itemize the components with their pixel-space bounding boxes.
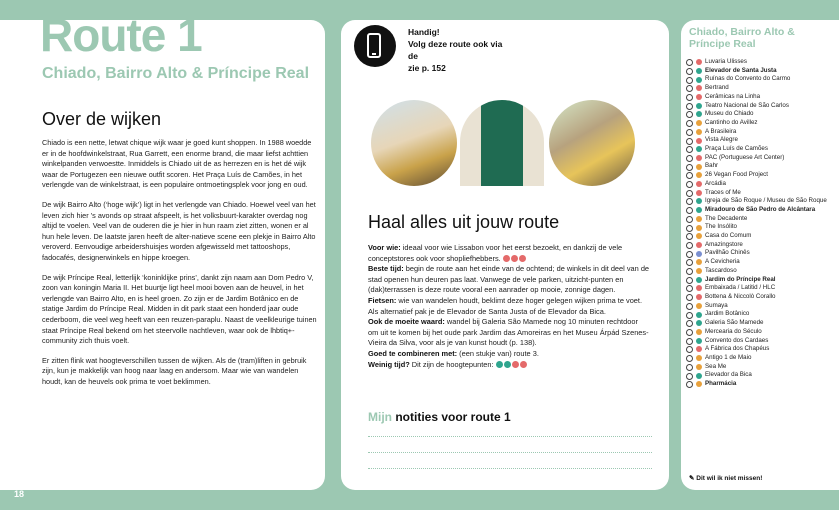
cafe-photo — [549, 100, 635, 186]
shop-marker-icon — [696, 181, 702, 187]
checkbox-icon[interactable] — [686, 373, 693, 380]
checklist-item[interactable] — [686, 284, 836, 293]
route-subtitle: Chiado, Bairro Alto & Príncipe Real — [42, 65, 310, 82]
route-title: Route 1 — [40, 9, 202, 61]
notes-line[interactable] — [368, 452, 652, 453]
checklist-item[interactable] — [686, 302, 836, 311]
food-marker-icon — [696, 364, 702, 370]
sight-icon — [504, 361, 511, 368]
place-name: Casa do Comum — [705, 232, 752, 240]
place-name: The Decadente — [705, 214, 748, 222]
food-marker-icon — [696, 216, 702, 222]
place-name: Cantinho do Avillez — [705, 118, 758, 126]
place-name: PAC (Portuguese Art Center) — [705, 153, 785, 161]
see-marker-icon — [696, 68, 702, 74]
checklist-item[interactable] — [686, 223, 836, 232]
food-marker-icon — [696, 329, 702, 335]
checklist-item[interactable] — [686, 337, 836, 346]
see-marker-icon — [696, 111, 702, 117]
checkbox-icon[interactable] — [686, 303, 693, 310]
place-name: Elevador de Santa Justa — [705, 66, 777, 74]
checklist-item[interactable] — [686, 136, 836, 145]
food-marker-icon — [696, 303, 702, 309]
place-name: Vista Alegre — [705, 136, 738, 144]
place-name: Amazingstore — [705, 240, 743, 248]
paragraph: Chiado is een nette, letwat chique wijk waar je goed kunt shoppen. In 1988 woedde er in de hoofdwinkelstraat, Rua Garrett, een enorme brand, die maar liefst achttien winkelpanden verwoestte. Inmiddels is Chiado uit de as herrezen en is het dé wijk waar de Portugezen een nieuwe outfit scoren. Het Praça Luís de Camões, in het verlengde van de winkelstraat, is een populaire ontmoetingsplek voor jong en oud. — [42, 138, 312, 190]
checklist-item[interactable] — [686, 197, 836, 206]
see-marker-icon — [696, 373, 702, 379]
checklist-item[interactable] — [686, 215, 836, 224]
place-name: Bottena & Niccolò Corallo — [705, 292, 776, 300]
route-tips-heading: Haal alles uit jouw route — [368, 212, 560, 232]
checklist-item[interactable] — [686, 380, 836, 389]
place-name: Cerâmicas na Linha — [705, 92, 761, 100]
food-marker-icon — [696, 355, 702, 361]
checkbox-icon[interactable] — [686, 59, 693, 66]
place-name: Elevador da Bica — [705, 371, 752, 379]
shop-marker-icon — [696, 155, 702, 161]
tip-item: Beste tijd: begin de route aan het einde van de ochtend; de winkels in dit deel van de stad openen hun deuren pas laat. Vanwege de vele parken, uitzicht-punten en (dak)terrassen is deze route vooral een aanrader op mooie, zonnige dagen. — [368, 264, 650, 295]
place-name: Teatro Nacional de São Carlos — [705, 101, 789, 109]
checkbox-icon[interactable] — [686, 207, 693, 214]
door-photo — [460, 100, 544, 188]
shop-icon — [519, 255, 526, 262]
tip-item: Weinig tijd? Dit zijn de hoogtepunten: — [368, 360, 650, 371]
place-name: 26 Vegan Food Project — [705, 171, 768, 179]
tram-photo — [371, 100, 457, 186]
shop-marker-icon — [696, 285, 702, 291]
tip-app-line — [408, 50, 538, 62]
checkbox-icon[interactable] — [686, 85, 693, 92]
food-marker-icon — [696, 268, 702, 274]
place-name: Tascardoso — [705, 266, 737, 274]
checklist-item[interactable] — [686, 241, 836, 250]
tip-item: Goed te combineren met: (een stukje van) route 3. — [368, 348, 539, 358]
notes-heading — [368, 410, 511, 424]
shop-marker-icon — [696, 346, 702, 352]
place-name: A Cevicheria — [705, 258, 740, 266]
checklist-item[interactable] — [686, 145, 836, 154]
place-name: Museu do Chiado — [705, 110, 754, 118]
place-name: Pavilhão Chinês — [705, 249, 750, 257]
place-name: A Fábrica dos Chapéus — [705, 345, 770, 353]
checkbox-icon[interactable] — [686, 103, 693, 110]
checklist-item[interactable] — [686, 102, 836, 111]
checklist-title: Chiado, Bairro Alto & Príncipe Real — [689, 26, 795, 50]
checkbox-icon[interactable] — [686, 164, 693, 171]
checkbox-icon[interactable] — [686, 155, 693, 162]
place-name: Mercearia do Século — [705, 327, 762, 335]
checkbox-icon[interactable] — [686, 172, 693, 179]
checkbox-icon[interactable] — [686, 320, 693, 327]
place-name: Traces of Me — [705, 188, 741, 196]
checklist-item[interactable] — [686, 232, 836, 241]
checkbox-icon[interactable] — [686, 268, 693, 275]
phone-icon — [354, 25, 396, 67]
checklist-item[interactable] — [686, 119, 836, 128]
checklist-item[interactable] — [686, 249, 836, 258]
place-name: Antigo 1 de Maio — [705, 353, 752, 361]
see-marker-icon — [696, 312, 702, 318]
checkbox-icon[interactable] — [686, 277, 693, 284]
checklist-item[interactable] — [686, 363, 836, 372]
place-name: Convento dos Cardaes — [705, 336, 769, 344]
place-name: Galeria São Mamede — [705, 319, 764, 327]
sight-icon — [496, 361, 503, 368]
checkbox-icon[interactable] — [686, 198, 693, 205]
checkbox-icon[interactable] — [686, 338, 693, 345]
checkbox-icon[interactable] — [686, 294, 693, 301]
checklist-item[interactable] — [686, 84, 836, 93]
see-marker-icon — [696, 207, 702, 213]
about-text — [42, 138, 318, 396]
food-marker-icon — [696, 381, 702, 387]
notes-line[interactable] — [368, 468, 652, 469]
place-name: Sea Me — [705, 362, 727, 370]
checkbox-icon[interactable] — [686, 364, 693, 371]
see-marker-icon — [696, 146, 702, 152]
place-name: Ruínas do Convento do Carmo — [705, 75, 791, 83]
checklist-item[interactable] — [686, 93, 836, 102]
place-name: Embaixada / Latitid / HLC — [705, 284, 776, 292]
checklist-item[interactable] — [686, 206, 836, 215]
checklist-item[interactable] — [686, 354, 836, 363]
checklist-item[interactable] — [686, 58, 836, 67]
place-name: Miradouro de São Pedro de Alcântara — [705, 205, 816, 213]
notes-mijn: Mijn — [368, 410, 392, 424]
photo-divider — [341, 186, 669, 200]
checkbox-icon[interactable] — [686, 94, 693, 101]
tip-text: Volg deze route ook via — [408, 39, 503, 49]
checkbox-icon[interactable] — [686, 242, 693, 249]
checklist-item[interactable] — [686, 110, 836, 119]
checkbox-icon[interactable] — [686, 216, 693, 223]
place-name: Bahr — [705, 162, 719, 170]
checklist-item[interactable] — [686, 276, 836, 285]
tip-item: Ook de moeite waard: wandel bij Galeria São Mamede nog 10 minuten rechtdoor om uit te komen bij het oude park Jardim das Amoreiras en het Museu Árpád Szenes-Vieira da Silva, voor als je van kunst houdt (p. 138). — [368, 317, 649, 348]
shop-marker-icon — [696, 294, 702, 300]
place-name: A Brasileira — [705, 127, 737, 135]
checklist-item[interactable] — [686, 180, 836, 189]
food-marker-icon — [696, 129, 702, 135]
checklist-item[interactable] — [686, 154, 836, 163]
checkbox-icon[interactable] — [686, 329, 693, 336]
paragraph: De wijk Bairro Alto (‘hoge wijk’) ligt in het verlengde van Chiado. Hoewel veel van het leven zich hier ’s avonds op straat afspeelt, is het volksbuurt-karakter overdag nog altijd te voelen. Veel van de ouderen die je hier in hun raam ziet zitten, wonen er al hun hele leven. De laatste jaren heeft de alter-natieve scene een plekje in Bairro Alto veroverd. Eenvoudige arbeidershuisjes worden afgewisseld met tattooshops, fadocafés, designerwinkels en hippe kroegen. — [42, 199, 316, 262]
see-marker-icon — [696, 320, 702, 326]
night-marker-icon — [696, 251, 702, 257]
place-name: Pharmácia — [705, 380, 737, 388]
checklist-item[interactable] — [686, 319, 836, 328]
checklist-footer: ✎ Dit wil ik niet missen! — [689, 475, 763, 482]
tip-item: Voor wie: ideaal voor wie Lissabon voor het eerst bezoekt, en dankzij de vele conceptstores ook voor shopliefhebbers. — [368, 243, 623, 263]
paragraph: De wijk Príncipe Real, letterlijk ‘koninklijke prins’, dankt zijn naam aan Dom Pedro V, zoon van koningin Maria II. Het buurtje ligt heel mooi boven aan de heuvel, in het verlengde van Bairro Alto, en is heel groen. Zo zijn er de Jardim Botânico en de statige Jardim do Príncipe Real. Midden in dit park staat een honderd jaar oude cederboom, die veel weg heeft van een reuzen-paraplu. Naast de veelkleurige tuinen staat Príncipe Real bekend om het steervolle nachtleven, waar ook de lhbtiq+-community zich thuis voelt. — [42, 272, 317, 346]
tip-item: Fietsen: wie van wandelen houdt, beklimt deze hoger gelegen wijken prima te voet. Als alternatief pak je de Elevador de Santa Justa of de Elevador da Bica. — [368, 295, 643, 316]
places-checklist — [686, 58, 836, 389]
place-name: Jardim do Príncipe Real — [705, 275, 776, 283]
checklist-item[interactable] — [686, 67, 836, 76]
checkbox-icon[interactable] — [686, 111, 693, 118]
food-marker-icon — [696, 172, 702, 178]
place-name: Praça Luís de Camões — [705, 145, 768, 153]
place-name: The Insólito — [705, 223, 737, 231]
see-marker-icon — [696, 103, 702, 109]
checkbox-icon[interactable] — [686, 138, 693, 145]
place-name: Bertrand — [705, 84, 729, 92]
checkbox-icon[interactable] — [686, 381, 693, 388]
place-name: Arcádia — [705, 179, 726, 187]
see-marker-icon — [696, 198, 702, 204]
checklist-item[interactable] — [686, 345, 836, 354]
section-heading: Over de wijken — [42, 109, 162, 129]
checklist-item[interactable] — [686, 128, 836, 137]
checklist-item[interactable] — [686, 293, 836, 302]
shop-icon — [503, 255, 510, 262]
shop-icon — [520, 361, 527, 368]
checklist-item[interactable] — [686, 310, 836, 319]
place-name: Sumaya — [705, 301, 728, 309]
checkbox-icon[interactable] — [686, 68, 693, 75]
food-marker-icon — [696, 120, 702, 126]
app-tip — [408, 26, 538, 74]
food-marker-icon — [696, 233, 702, 239]
checkbox-icon[interactable] — [686, 129, 693, 136]
food-marker-icon — [696, 164, 702, 170]
notes-title: notities voor route 1 — [392, 410, 511, 424]
checklist-item[interactable] — [686, 258, 836, 267]
place-name: Igreja de São Roque / Museu de São Roque — [705, 197, 827, 205]
page-number: 18 — [14, 489, 25, 499]
place-name: Luvaria Ulisses — [705, 58, 747, 65]
see-marker-icon — [696, 338, 702, 344]
route-tips — [368, 243, 650, 370]
place-name: Jardim Botânico — [705, 310, 750, 318]
checkbox-icon[interactable] — [686, 312, 693, 319]
footer-text: Dit wil ik niet missen! — [696, 475, 763, 482]
checkbox-icon[interactable] — [686, 190, 693, 197]
tip-page-ref: zie p. 152 — [408, 63, 446, 73]
checklist-item[interactable] — [686, 267, 836, 276]
checklist-item[interactable] — [686, 371, 836, 380]
checkbox-icon[interactable] — [686, 346, 693, 353]
checkbox-icon[interactable] — [686, 285, 693, 292]
shop-marker-icon — [696, 59, 702, 65]
checkbox-icon[interactable] — [686, 225, 693, 232]
checkbox-icon[interactable] — [686, 120, 693, 127]
checklist-item[interactable] — [686, 189, 836, 198]
notes-line[interactable] — [368, 436, 652, 437]
checkbox-icon[interactable] — [686, 259, 693, 266]
checkbox-icon[interactable] — [686, 146, 693, 153]
checklist-item[interactable] — [686, 171, 836, 180]
see-marker-icon — [696, 77, 702, 83]
shop-icon — [512, 361, 519, 368]
checkbox-icon[interactable] — [686, 355, 693, 362]
checklist-item[interactable] — [686, 328, 836, 337]
shop-marker-icon — [696, 94, 702, 100]
food-marker-icon — [696, 225, 702, 231]
shop-marker-icon — [696, 85, 702, 91]
see-marker-icon — [696, 277, 702, 283]
tip-heading: Handig! — [408, 27, 440, 37]
shop-icon — [511, 255, 518, 262]
checkbox-icon[interactable] — [686, 233, 693, 240]
checkbox-icon[interactable] — [686, 181, 693, 188]
shop-marker-icon — [696, 190, 702, 196]
checklist-item[interactable] — [686, 162, 836, 171]
checkbox-icon[interactable] — [686, 251, 693, 258]
shop-marker-icon — [696, 242, 702, 248]
paragraph: Er zitten flink wat hoogteverschillen tussen de wijken. Als de (tram)liften in gebruik zijn, kun je makkelijk van hoog naar laag en andersom. Maar wie van wandelen houdt, kan de heuvels ook prima te voet beklimmen. — [42, 355, 307, 386]
app-link[interactable]: Time to Momo-app — [420, 51, 496, 61]
tip-pre: de — [408, 51, 421, 61]
food-marker-icon — [696, 259, 702, 265]
checkbox-icon[interactable] — [686, 77, 693, 84]
checklist-item[interactable] — [686, 75, 836, 84]
shop-marker-icon — [696, 138, 702, 144]
